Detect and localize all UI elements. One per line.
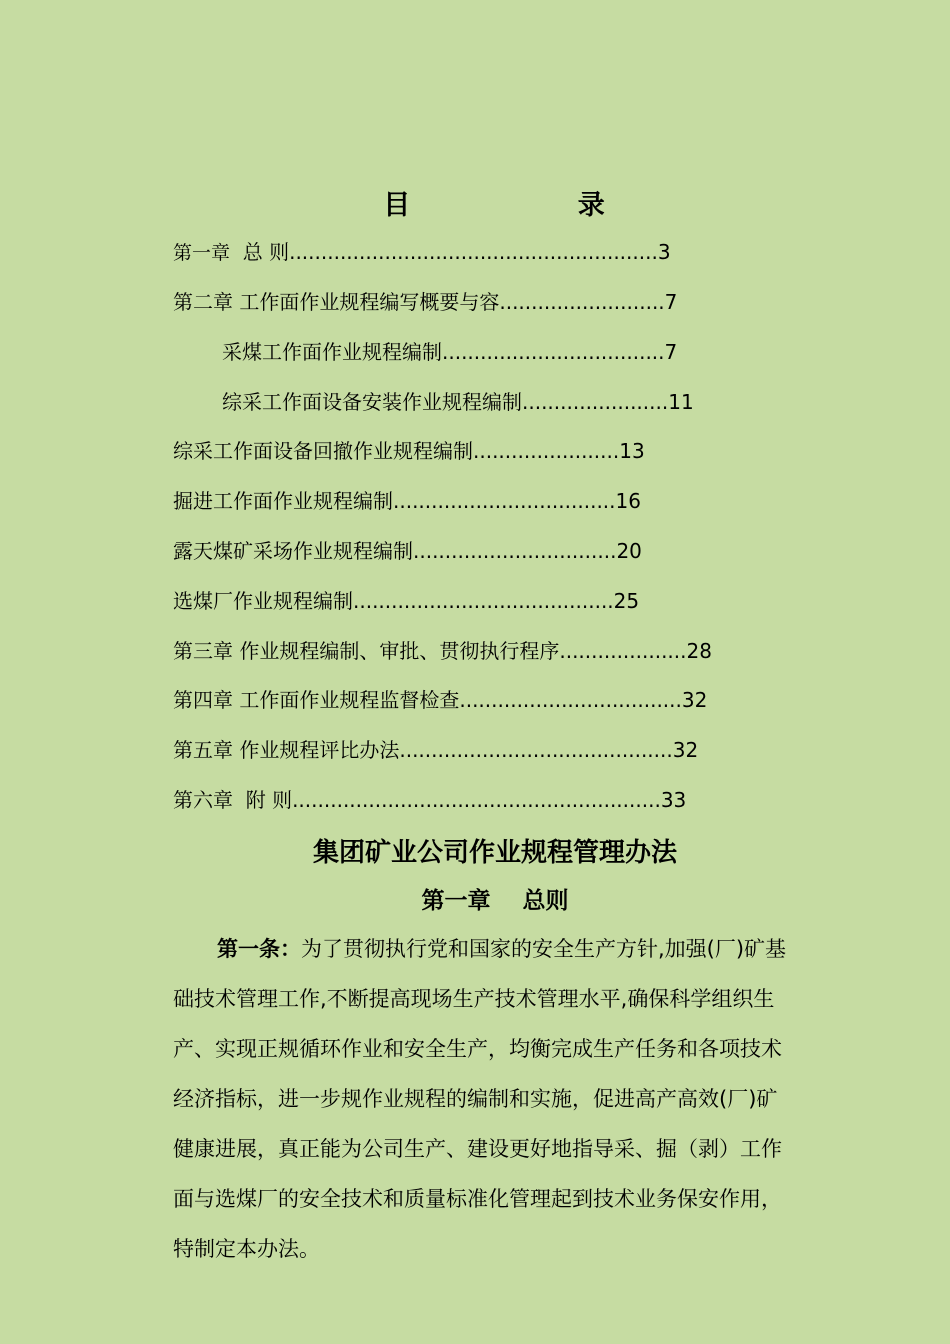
paragraph-line: 健康进展，真正能为公司生产、建设更好地指导采、掘（剥）工作	[173, 1137, 782, 1161]
toc-entry-page: 25	[613, 589, 640, 613]
document-title: 集团矿业公司作业规程管理办法	[312, 838, 677, 868]
toc-entry-3[interactable]	[222, 340, 677, 364]
toc-entry-label: 第六章 附 则	[173, 788, 293, 812]
toc-entry-10[interactable]	[173, 688, 707, 712]
toc-entry-label: 采煤工作面作业规程编制	[222, 340, 442, 364]
toc-entry-dots: ...................................	[442, 340, 665, 364]
toc-entry-label: 综采工作面设备回撤作业规程编制	[173, 439, 473, 463]
paragraph-line: 产、实现正规循环作业和安全生产，均衡完成生产任务和各项技术	[173, 1037, 782, 1061]
toc-entry-page: 32	[681, 688, 708, 712]
toc-entry-label: 第三章 作业规程编制、审批、贯彻执行程序	[173, 639, 560, 663]
toc-entry-page: 3	[657, 240, 671, 264]
toc-entry-label: 总 则	[230, 240, 290, 264]
toc-entry-prefix: 第一章	[173, 242, 231, 264]
toc-entry-label: 第二章 工作面作业规程编写概要与容	[173, 290, 500, 314]
toc-entry-4[interactable]	[222, 390, 694, 414]
toc-entry-5[interactable]	[173, 439, 645, 463]
toc-entry-dots: ..........................................................	[289, 240, 658, 264]
paragraph-line: 础技术管理工作,不断提高现场生产技术管理水平,确保科学组织生	[173, 987, 775, 1011]
toc-entry-label: 第四章 工作面作业规程监督检查	[173, 688, 460, 712]
paragraph-line: 面与选煤厂的安全技术和质量标准化管理起到技术业务保安作用，	[173, 1187, 782, 1211]
toc-entry-label: 露天煤矿采场作业规程编制	[173, 539, 413, 563]
toc-entry-dots: ...................................	[393, 489, 616, 513]
article-paragraph	[173, 930, 823, 1280]
toc-entry-1[interactable]	[173, 240, 671, 264]
toc-entry-11[interactable]	[173, 738, 698, 762]
toc-entry-8[interactable]	[173, 589, 639, 613]
toc-entry-label: 第五章 作业规程评比办法	[173, 738, 400, 762]
toc-entry-dots: ..........................	[499, 290, 665, 314]
paragraph-text: 为了贯彻执行党和国家的安全生产方针,加强(厂)矿基	[301, 937, 787, 961]
paragraph-line: 特制定本办法。	[173, 1237, 320, 1261]
toc-entry-dots: ...........................................	[399, 738, 673, 762]
toc-entry-page: 16	[615, 489, 641, 513]
toc-entry-page: 7	[664, 340, 678, 364]
toc-entry-12[interactable]	[173, 788, 686, 812]
toc-entry-page: 20	[616, 539, 642, 563]
paragraph-line	[173, 930, 823, 980]
paragraph-line: 经济指标，进一步规作业规程的编制和实施，促进高产高效(厂)矿	[173, 1087, 778, 1111]
toc-entry-dots: .......................	[522, 390, 669, 414]
article-label: 第一条：	[217, 937, 301, 961]
toc-entry-page: 13	[619, 439, 645, 463]
toc-entry-7[interactable]	[173, 539, 642, 563]
toc-entry-dots: ...................................	[459, 688, 682, 712]
toc-entry-6[interactable]	[173, 489, 641, 513]
toc-entry-page: 11	[668, 390, 694, 414]
toc-title: 目 录	[383, 190, 607, 221]
toc-entry-2[interactable]	[173, 290, 677, 314]
toc-entry-page: 28	[686, 639, 712, 663]
toc-entry-dots: ................................	[413, 539, 617, 563]
toc-entry-label: 选煤厂作业规程编制	[173, 589, 353, 613]
toc-entry-page: 7	[664, 290, 678, 314]
toc-entry-dots: .......................	[473, 439, 620, 463]
chapter-heading: 第一章 总则	[421, 888, 569, 914]
toc-entry-label: 掘进工作面作业规程编制	[173, 489, 393, 513]
toc-entry-page: 32	[672, 738, 699, 762]
toc-entry-dots: .........................................	[353, 589, 614, 613]
toc-entry-page: 33	[660, 788, 687, 812]
toc-entry-label: 综采工作面设备安装作业规程编制	[222, 390, 522, 414]
toc-entry-dots: ..........................................................	[292, 788, 661, 812]
toc-entry-dots: ....................	[559, 639, 687, 663]
toc-entry-9[interactable]	[173, 639, 712, 663]
